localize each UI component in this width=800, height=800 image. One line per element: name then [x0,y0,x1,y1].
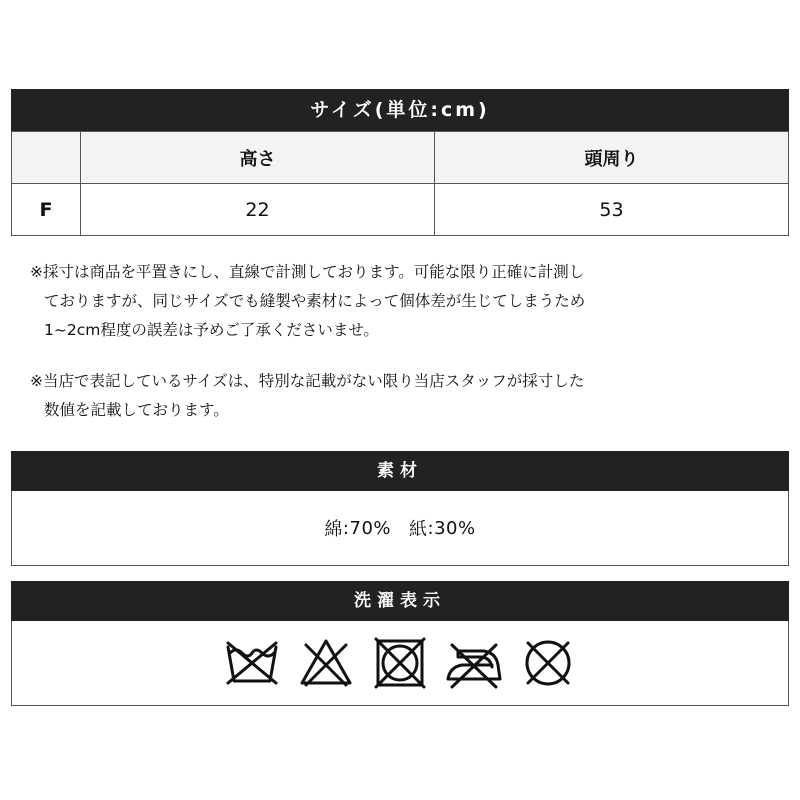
no-tumble-dry-icon [370,633,430,693]
head-circumference-value: 53 [435,184,789,236]
material-value: :70% [342,517,391,539]
table-row [12,184,789,236]
note-line: ※当店で表記しているサイズは、特別な記載がない限り当店スタッフが採寸した [30,372,585,390]
note-line: ておりますが、同じサイズでも縫製や素材によって個体差が生じてしまうため [44,292,586,310]
material-title: 素材 [11,451,789,491]
no-dry-clean-icon [518,633,578,693]
no-iron-icon [444,633,504,693]
material-box [11,491,789,566]
note-line: 1~2cm程度の誤差は予めご了承くださいませ。 [44,321,379,339]
size-table [11,131,789,236]
material-value: :30% [427,517,476,539]
material-name: 紙 [409,519,428,540]
care-section [11,581,789,706]
note-line: ※採寸は商品を平置きにし、直線で計測しております。可能な限り正確に計測し [30,263,585,281]
no-bleach-icon [296,633,356,693]
size-section [11,89,789,236]
material-section [11,451,789,566]
height-value: 22 [81,184,435,236]
size-chart-title: サイズ(単位:cm) [11,89,789,131]
care-box [11,621,789,706]
size-table-header-height: 高さ [81,132,435,184]
material-name: 綿 [324,519,343,540]
size-table-header-head: 頭周り [435,132,789,184]
note-line: 数値を記載しております。 [44,401,229,419]
size-table-header-row [12,132,789,184]
measurement-note [30,258,730,345]
size-label: F [12,184,81,236]
size-table-header-empty [12,132,81,184]
size-notation-note [30,367,730,425]
care-title: 洗濯表示 [11,581,789,621]
no-wash-icon [222,633,282,693]
